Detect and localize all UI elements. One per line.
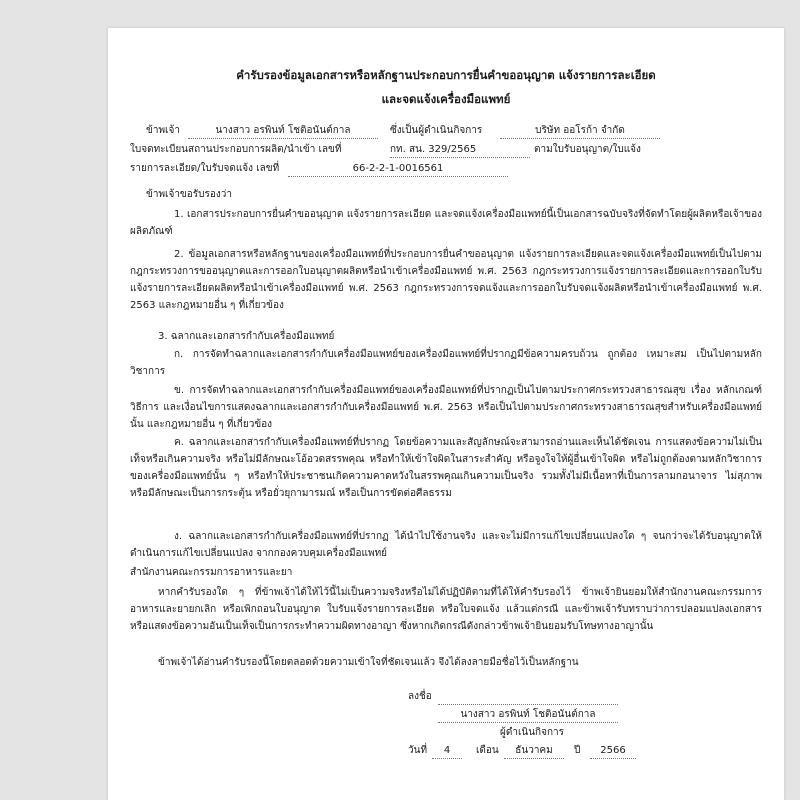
certify-item-2: 2. ข้อมูลเอกสารหรือหลักฐานของเครื่องมือแพทย์ที่ประกอบการยื่นคำขออนุญาต แจ้งรายการละเอียดและจดแจ้งเครื่องมือแพทย์เป็นไปตามกฎกระทรวงการขออนุญาตและการออกใบอนุญาตผลิตหรือนำเข้าเครื่องมือแพทย์ พ.ศ. 2563 กฎกระทรวงการแจ้งรายการละเอียดและการออกใบรับแจ้งรายการละเอียดผลิตหรือนำเข้าเครื่องมือแพทย์ พ.ศ. 2563 กฎกระทรวงการจดแจ้งและการออกใบรับจดแจ้งผลิตหรือนำเข้าเครื่องมือแพทย์ พ.ศ. 2563 และกฎหมายอื่น ๆ ที่เกี่ยวข้อง — [130, 249, 762, 311]
company-name: บริษัท ออโรก้า จำกัด — [500, 124, 660, 139]
paragraph-false-statement: หากคำรับรองใด ๆ ที่ข้าพเจ้าได้ให้ไว้นี้ไม่เป็นความจริงหรือไม่ได้ปฏิบัติตามที่ได้ให้คำรับรองไว้ ข้าพเจ้ายินยอมให้สำนักงานคณะกรรมการอาหารและยายกเลิก หรือเพิกถอนใบอนุญาต ใบรับแจ้งรายการละเอียด หรือใบจดแจ้ง แล้วแต่กรณี และข้าพเจ้ารับทราบว่าการปลอมแปลงเอกสารหรือแสดงข้อความอันเป็นเท็จเป็นการกระทำความผิดทางอาญา ซึ่งหากเกิดกรณีดังกล่าวข้าพเจ้ายินยอมรับโทษทางอาญานั้น — [130, 587, 762, 632]
date-month: ธันวาคม — [504, 744, 564, 759]
signature-line — [438, 690, 618, 705]
certify-item-3c: ค. ฉลากและเอกสารกำกับเครื่องมือแพทย์ที่ปรากฏ โดยข้อความและสัญลักษณ์จะสามารถอ่านและเห็นได้ชัดเจน การแสดงข้อความไม่เป็นเท็จหรือเกินความจริง หรือไม่มีลักษณะโอ้อวดสรรพคุณ หรือทำให้เข้าใจผิดในสาระสำคัญ หรือจูงใจให้ผู้อื่นเข้าใจผิด หรือไม่ถูกต้องตามหลักวิชาการของเครื่องมือแพทย์นั้น ๆ หรือทำให้ประชาชนเกิดความคาดหวังในสรรพคุณเกินความเป็นจริง รวมทั้งไม่มีเนื้อหาที่เป็นการลามกอนาจาร ไม่สุภาพ หรือมีลักษณะเป็นการกระตุ้น หรือยั่วยุกามารมณ์ หรือเป็นการขัดต่อศีลธรรม — [130, 437, 762, 499]
date-day: 4 — [432, 744, 462, 759]
label-declarant: ข้าพเจ้า — [146, 125, 180, 136]
certify-item-3d: ง. ฉลากและเอกสารกำกับเครื่องมือแพทย์ที่ปรากฏ ได้นำไปใช้งานจริง และจะไม่มีการแก้ไขเปลี่ยนแปลงใด ๆ จนกว่าจะได้รับอนุญาตให้ดำเนินการแก้ไขเปลี่ยนแปลง จากกองควบคุมเครื่องมือแพทย์ — [130, 531, 762, 559]
certify-item-1: 1. เอกสารประกอบการยื่นคำขออนุญาต แจ้งรายการละเอียด และจดแจ้งเครื่องมือแพทย์นี้เป็นเอกสารฉบับจริงที่จัดทำโดยผู้ผลิตหรือเจ้าของผลิตภัณฑ์ — [130, 209, 762, 237]
certify-intro: ข้าพเจ้าขอรับรองว่า — [146, 189, 232, 200]
label-registration: ใบจดทะเบียนสถานประกอบการผลิต/นำเข้า เลขที่ — [130, 144, 342, 155]
label-month: เดือน — [476, 745, 499, 756]
certify-item-3a: ก. การจัดทำฉลากและเอกสารกำกับเครื่องมือแพทย์ของเครื่องมือแพทย์ที่ปรากฏมีข้อความครบถ้วน ถูกต้อง เหมาะสม เป็นไปตามหลักวิชาการ — [130, 349, 762, 377]
declarant-name: นางสาว อรพินท์ โชติอนันต์กาล — [188, 124, 378, 139]
certify-item-3b: ข. การจัดทำฉลากและเอกสารกำกับเครื่องมือแพทย์ของเครื่องมือแพทย์ที่ปรากฏเป็นไปตามประกาศกระทรวงสาธารณสุข เรื่อง หลักเกณฑ์ วิธีการ และเงื่อนไขการแสดงฉลากและเอกสารกำกับเครื่องมือแพทย์ พ.ศ. 2563 หรือเป็นไปตามประกาศกระทรวงสาธารณสุขสำหรับเครื่องมือแพทย์นั้น และกฎหมายอื่น ๆ ที่เกี่ยวข้อง — [130, 385, 762, 430]
certify-item-3: 3. ฉลากและเอกสารกำกับเครื่องมือแพทย์ — [158, 331, 335, 342]
signatory-role: ผู้ดำเนินกิจการ — [500, 727, 565, 738]
label-signature: ลงชื่อ — [408, 691, 432, 702]
paragraph-acknowledgement: ข้าพเจ้าได้อ่านคำรับรองนี้โดยตลอดด้วยความเข้าใจที่ชัดเจนแล้ว จึงได้ลงลายมือชื่อไว้เป็นหลักฐาน — [158, 657, 579, 668]
document-title-line1: คำรับรองข้อมูลเอกสารหรือหลักฐานประกอบการยื่นคำขออนุญาต แจ้งรายการละเอียด — [236, 68, 656, 82]
document-title-line2: และจดแจ้งเครื่องมือแพทย์ — [381, 92, 511, 106]
agency-name: สำนักงานคณะกรรมการอาหารและยา — [130, 567, 293, 578]
detail-number: 66-2-2-1-0016561 — [288, 162, 508, 177]
label-day: วันที่ — [408, 745, 428, 756]
signatory-name: นางสาว อรพินท์ โชติอนันต์กาล — [438, 708, 618, 723]
label-operator: ซึ่งเป็นผู้ดำเนินกิจการ — [390, 125, 483, 136]
registration-number: กท. สน. 329/2565 — [390, 143, 530, 158]
document-page — [108, 28, 784, 800]
date-year: 2566 — [590, 744, 636, 759]
label-year: ปี — [574, 745, 581, 756]
label-detail-number: รายการละเอียด/ใบรับจดแจ้ง เลขที่ — [130, 163, 280, 174]
label-license: ตามใบรับอนุญาต/ใบแจ้ง — [534, 144, 641, 155]
